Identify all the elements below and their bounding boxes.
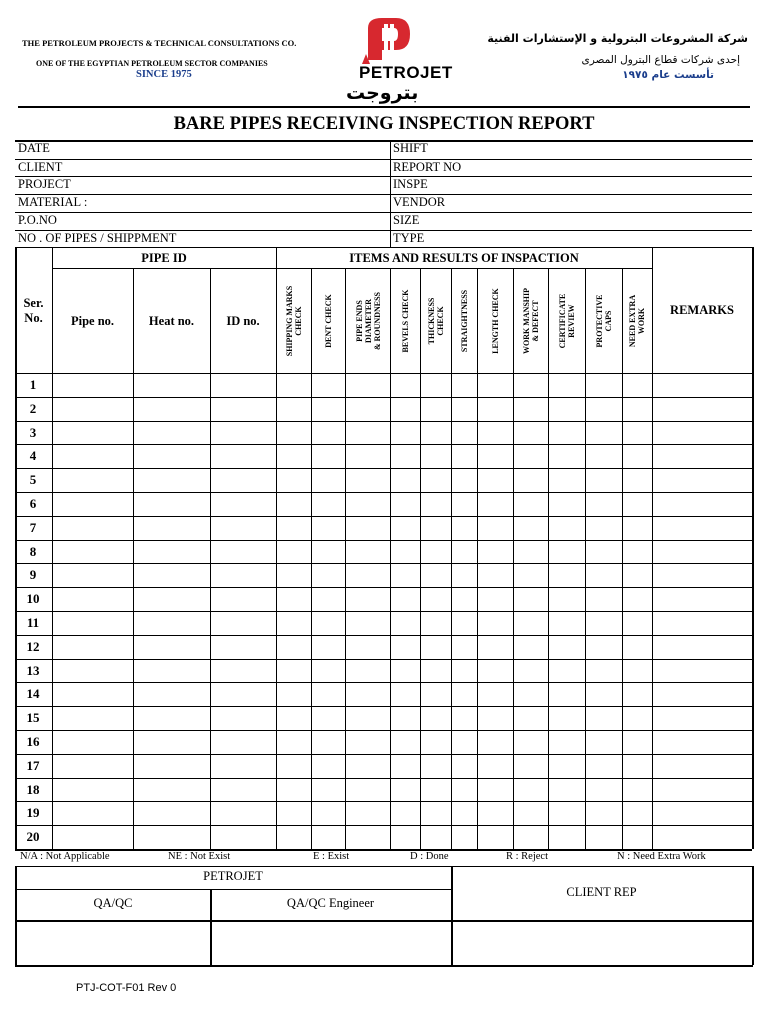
table-row-line xyxy=(15,516,752,517)
row-number: 17 xyxy=(26,757,40,773)
table-row-line xyxy=(15,563,752,564)
info-field-label: NO . OF PIPES / SHIPPMENT xyxy=(18,231,177,245)
inspection-item-header: DENT CHECK xyxy=(323,293,333,348)
table-header-bottom xyxy=(15,373,752,374)
legend-item: R : Reject xyxy=(506,851,548,862)
inspection-item-header: THICKNESS CHECK xyxy=(426,297,445,344)
row-number: 6 xyxy=(29,496,37,511)
inspection-item-header: PROTECTIVE CAPS xyxy=(594,294,613,347)
row-number: 14 xyxy=(26,686,40,702)
pipe-id-column-header: ID no. xyxy=(226,314,260,328)
info-divider xyxy=(390,140,391,247)
signoff-border-bottom xyxy=(15,965,753,967)
row-number: 7 xyxy=(29,519,37,535)
table-row-line xyxy=(15,468,752,469)
row-number: 12 xyxy=(26,638,40,654)
table-row-line xyxy=(15,801,752,802)
since-year-english: SINCE 1975 xyxy=(136,69,192,80)
pipe-id-column-header: Heat no. xyxy=(148,314,195,328)
table-row-line xyxy=(15,778,752,779)
signoff-line xyxy=(15,889,451,890)
inspection-item-header: STRAIGHTNESS xyxy=(459,289,469,352)
pipe-id-column-header: Pipe no. xyxy=(70,314,115,328)
table-row-line xyxy=(15,397,752,398)
table-column-line xyxy=(52,247,53,849)
legend-item: E : Exist xyxy=(313,851,350,862)
row-number: 20 xyxy=(26,829,40,845)
info-field-label: PROJECT xyxy=(18,177,71,191)
row-number: 3 xyxy=(29,424,37,440)
pipe-id-header: PIPE ID xyxy=(141,251,187,265)
legend-item: N : Need Extra Work xyxy=(617,851,706,862)
info-field-label: REPORT NO xyxy=(393,160,462,174)
table-row-line xyxy=(15,825,752,826)
legend-item: D : Done xyxy=(410,851,449,862)
row-number: 4 xyxy=(29,448,37,464)
table-column-line xyxy=(133,268,134,849)
inspection-item-header: CERTIFICATE REVIEW xyxy=(557,293,576,348)
table-row-line xyxy=(15,540,752,541)
table-row-line xyxy=(15,754,752,755)
row-number: 11 xyxy=(26,615,40,630)
info-field-label: TYPE xyxy=(393,231,425,245)
table-row-line xyxy=(15,492,752,493)
table-row-line xyxy=(15,444,752,445)
info-field-label: SHIFT xyxy=(393,141,428,155)
signoff-border-top xyxy=(15,866,753,867)
header-divider xyxy=(18,106,750,108)
company-name-arabic: شركة المشروعات البترولية و الإستشارات الفنية xyxy=(487,32,748,45)
info-row-line xyxy=(15,194,752,195)
qaqc-label: QA/QC xyxy=(93,896,133,910)
table-column-line xyxy=(548,268,549,849)
table-header-line xyxy=(52,268,652,269)
table-column-line xyxy=(585,268,586,849)
info-field-label: VENDOR xyxy=(393,195,446,209)
form-border-top xyxy=(15,140,753,142)
signoff-divider xyxy=(451,866,453,965)
row-number: 5 xyxy=(29,472,37,488)
remarks-header: REMARKS xyxy=(670,303,734,317)
row-number: 2 xyxy=(29,400,37,416)
company-sector-arabic: إحدى شركات قطاع البترول المصرى xyxy=(581,54,740,66)
inspection-item-header: NEED EXTRA WORK xyxy=(628,294,646,347)
ser-no-header: Ser. No. xyxy=(23,296,44,325)
table-column-line xyxy=(752,247,754,849)
row-number: 15 xyxy=(26,710,40,726)
inspection-item-header: LENGTH CHECK xyxy=(490,287,500,354)
info-field-label: MATERIAL : xyxy=(18,195,88,209)
table-row-line xyxy=(15,611,752,612)
report-title: BARE PIPES RECEIVING INSPECTION REPORT xyxy=(173,114,595,134)
info-row-line xyxy=(15,247,752,248)
items-results-header: ITEMS AND RESULTS OF INSPACTION xyxy=(349,251,579,265)
row-number: 9 xyxy=(29,567,37,583)
table-column-line xyxy=(345,268,346,849)
inspection-item-header: BEVELS CHECK xyxy=(400,289,410,352)
since-year-arabic: تأسست عام ١٩٧٥ xyxy=(622,69,714,81)
table-row-line xyxy=(15,706,752,707)
company-name-english: THE PETROLEUM PROJECTS & TECHNICAL CONSULTATIONS CO. xyxy=(22,38,297,48)
row-number: 10 xyxy=(26,591,40,607)
row-number: 19 xyxy=(26,805,40,821)
form-code: PTJ-COT-F01 Rev 0 xyxy=(76,982,177,994)
qaqc-engineer-label: QA/QC Engineer xyxy=(286,896,375,910)
client-rep-label: CLIENT REP xyxy=(566,885,637,899)
info-field-label: INSPE xyxy=(393,177,428,191)
table-row-line xyxy=(15,730,752,731)
legend-item: N/A : Not Applicable xyxy=(20,851,110,862)
table-column-line xyxy=(210,268,211,849)
inspection-item-header: PIPE ENDS DIAMETER & ROUNDNESS xyxy=(354,291,381,350)
signoff-border-right xyxy=(752,866,754,965)
table-row-line xyxy=(15,421,752,422)
info-field-label: CLIENT xyxy=(18,160,63,174)
company-sector-english: ONE OF THE EGYPTIAN PETROLEUM SECTOR COMPANIES xyxy=(36,59,268,68)
letterhead xyxy=(18,14,750,106)
info-field-label: SIZE xyxy=(393,213,420,227)
logo-wordmark: PETROJET xyxy=(359,63,453,82)
inspection-item-header: SHIPPING MARKS CHECK xyxy=(284,285,303,356)
table-row-line xyxy=(15,635,752,636)
inspection-item-header: WORK MANSHIP & DEFECT xyxy=(521,287,540,354)
table-row-line xyxy=(15,659,752,660)
info-field-label: P.O.NO xyxy=(18,213,57,227)
info-row-line xyxy=(15,212,752,213)
row-number: 13 xyxy=(26,662,40,678)
row-number: 18 xyxy=(26,781,40,797)
table-row-line xyxy=(15,587,752,588)
info-row-line xyxy=(15,176,752,177)
row-number: 1 xyxy=(29,377,37,392)
info-field-label: DATE xyxy=(18,141,50,155)
petrojet-label: PETROJET xyxy=(203,869,263,883)
info-row-line xyxy=(15,159,752,160)
signoff-line xyxy=(15,920,752,922)
logo-wordmark-arabic: بتروجت xyxy=(346,82,419,104)
legend-item: NE : Not Exist xyxy=(168,851,231,862)
row-number: 16 xyxy=(26,734,40,749)
row-number: 8 xyxy=(29,543,37,559)
table-row-line xyxy=(15,682,752,683)
